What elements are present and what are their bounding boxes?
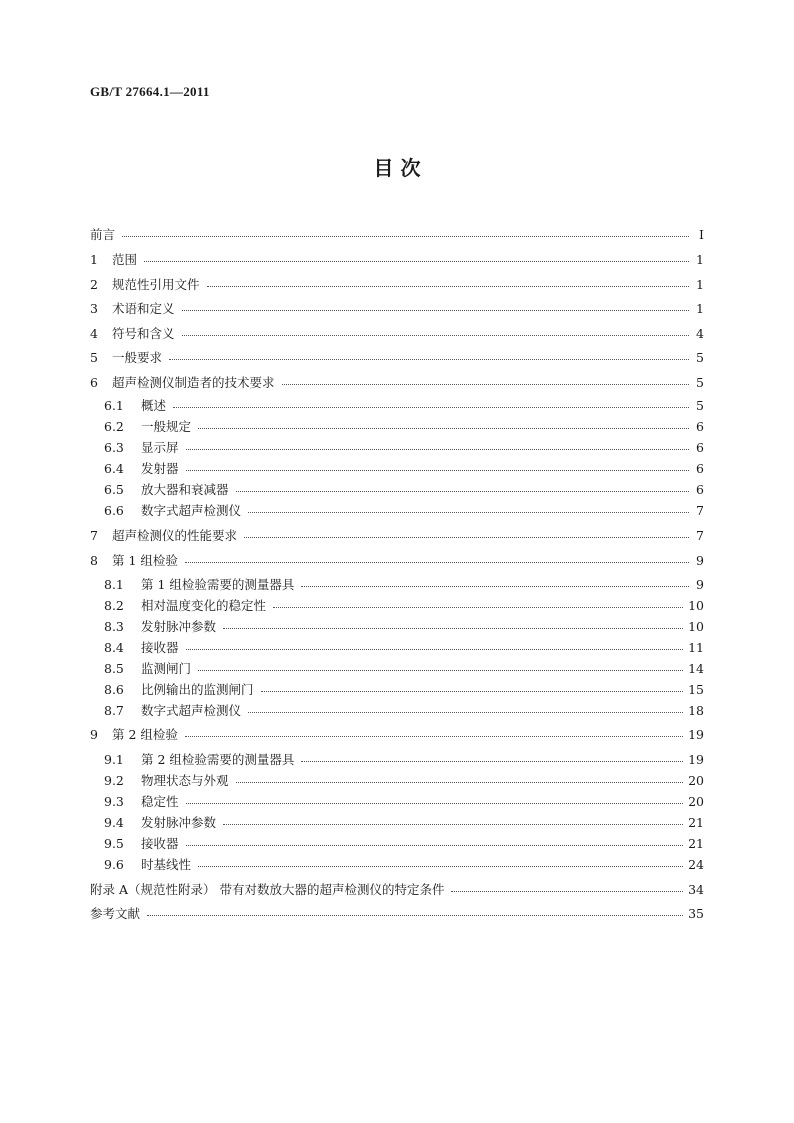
toc-entry-number: 4 [90,326,98,341]
toc-entry-number: 8.7 [104,703,124,718]
toc-entry-label: 显示屏 [141,440,179,455]
toc-entry[interactable] [90,551,704,571]
toc-entry[interactable] [90,526,704,546]
toc-entry[interactable] [90,904,704,924]
dot-leader [186,470,689,471]
dot-leader [301,586,689,587]
toc-entry[interactable] [90,225,704,245]
toc-entry[interactable] [104,750,704,770]
toc-entry-page: 35 [688,906,704,921]
toc-entry-number: 5 [90,350,98,365]
toc-entry-label: 相对温度变化的稳定性 [141,598,267,613]
toc-entry-page: 7 [696,503,704,518]
toc-entry[interactable] [90,348,704,368]
toc-entry-label: 第 1 组检验需要的测量器具 [141,577,295,592]
dot-leader [223,824,683,825]
dot-leader [198,866,683,867]
dot-leader [186,449,689,450]
toc-entry-page: 21 [688,836,704,851]
toc-entry-page: 6 [696,482,704,497]
dot-leader [182,310,689,311]
toc-entry-number: 9.1 [104,752,124,767]
toc-entry-page: 5 [696,350,704,365]
toc-entry-page: 14 [688,661,704,676]
dot-leader [248,712,683,713]
toc-entry-label: 参考文献 [90,906,141,921]
toc-entry-label: 前言 [90,227,116,242]
toc-entry[interactable] [104,792,704,812]
toc-entry-page: 1 [696,252,704,267]
toc-entry[interactable] [90,373,704,393]
toc-entry-number: 9 [90,727,98,742]
toc-entry-number: 6.2 [104,419,124,434]
toc-entry-number: 6 [90,375,98,390]
toc-entry-number: 8.1 [104,577,124,592]
toc-entry-page: 19 [688,752,704,767]
dot-leader [185,736,683,737]
toc-entry-page: 34 [688,882,704,897]
dot-leader [122,236,689,237]
toc-entry-label: 稳定性 [141,794,179,809]
toc-entry[interactable] [104,459,704,479]
toc-entry[interactable] [104,575,704,595]
toc-entry[interactable] [104,771,704,791]
toc-entry-number: 8.3 [104,619,124,634]
toc-entry-page: 6 [696,440,704,455]
toc-entry-label: 接收器 [141,836,179,851]
toc-entry-page: 4 [696,326,704,341]
toc-entry-number: 6.6 [104,503,124,518]
toc-entry-label: 数字式超声检测仪 [141,503,242,518]
toc-entry[interactable] [104,480,704,500]
toc-entry-page: 20 [688,773,704,788]
toc-entry-label: 物理状态与外观 [141,773,229,788]
toc-entry-number: 6.3 [104,440,124,455]
toc-entry-number: 6.5 [104,482,124,497]
dot-leader [186,803,684,804]
toc-entry-number: 6.1 [104,398,124,413]
toc-entry[interactable] [104,659,704,679]
toc-entry-page: 5 [696,375,704,390]
toc-entry-number: 8.5 [104,661,124,676]
toc-entry-number: 9.5 [104,836,124,851]
toc-entry-label: 超声检测仪的性能要求 [112,528,238,543]
toc-entry-label: 术语和定义 [112,301,175,316]
toc-entry-page: 24 [688,857,704,872]
toc-entry-page: 15 [688,682,704,697]
dot-leader [186,845,684,846]
toc-entry-label: 第 2 组检验需要的测量器具 [141,752,295,767]
toc-entry-page: 20 [688,794,704,809]
toc-entry-number: 8.6 [104,682,124,697]
toc-entry-page: 1 [696,301,704,316]
dot-leader [244,537,689,538]
toc-entry-label: 第 2 组检验 [112,727,178,742]
dot-leader [182,335,689,336]
toc-entry-page: 9 [696,553,704,568]
toc-entry-label: 符号和含义 [112,326,175,341]
toc-entry-page: 7 [696,528,704,543]
toc-entry[interactable] [104,855,704,875]
toc-entry-label: 规范性引用文件 [112,277,200,292]
toc-entry[interactable] [104,617,704,637]
toc-entry-label: 超声检测仪制造者的技术要求 [112,375,275,390]
toc-entry-label: 接收器 [141,640,179,655]
toc-entry[interactable] [104,701,704,721]
dot-leader [282,384,689,385]
dot-leader [207,286,689,287]
dot-leader [273,607,683,608]
toc-entry-label: 范围 [112,252,138,267]
toc-entry-number: 9.6 [104,857,124,872]
dot-leader [186,649,684,650]
dot-leader [451,891,683,892]
dot-leader [261,691,684,692]
toc-entry-page: 6 [696,461,704,476]
toc-entry[interactable] [104,834,704,854]
toc-entry-page: 9 [696,577,704,592]
toc-entry-number: 6.4 [104,461,124,476]
toc-entry[interactable] [90,880,704,900]
toc-entry-label: 一般要求 [112,350,163,365]
toc-entry-number: 9.2 [104,773,124,788]
toc-entry[interactable] [104,396,704,416]
toc-entry[interactable] [90,725,704,745]
standard-code: GB/T 27664.1—2011 [90,84,210,99]
toc-entry-label: 一般规定 [141,419,192,434]
dot-leader [301,761,683,762]
toc-entry-page: 10 [688,598,704,613]
toc-entry[interactable] [104,813,704,833]
toc-entry-label: 时基线性 [141,857,192,872]
dot-leader [236,491,689,492]
toc-entry-number: 9.4 [104,815,124,830]
toc-entry[interactable] [90,275,704,295]
dot-leader [198,670,683,671]
toc-entry[interactable] [90,299,704,319]
toc-entry-number: 7 [90,528,98,543]
toc-entry[interactable] [104,438,704,458]
dot-leader [248,512,689,513]
page-title: 目 次 [373,156,421,180]
toc-entry-label: 数字式超声检测仪 [141,703,242,718]
toc-entry-page: 1 [696,277,704,292]
toc-entry-page: 5 [696,398,704,413]
toc-entry-page: 10 [688,619,704,634]
toc-entry-number: 9.3 [104,794,124,809]
toc-entry[interactable] [104,638,704,658]
toc-entry-page: 19 [688,727,704,742]
toc-entry-label: 放大器和衰减器 [141,482,229,497]
dot-leader [173,407,689,408]
toc-entry-number: 8 [90,553,98,568]
dot-leader [236,782,684,783]
toc-entry-page: 21 [688,815,704,830]
toc-entry[interactable] [90,250,704,270]
toc-entry-label: 监测闸门 [141,661,192,676]
toc-entry-page: 6 [696,419,704,434]
toc-entry-label: 发射脉冲参数 [141,815,217,830]
dot-leader [169,359,689,360]
toc-entry[interactable] [104,417,704,437]
toc-entry-number: 1 [90,252,98,267]
dot-leader [147,915,683,916]
toc-entry-label: 第 1 组检验 [112,553,178,568]
toc-entry-number: 2 [90,277,98,292]
toc-entry[interactable] [90,324,704,344]
dot-leader [185,562,689,563]
toc-entry-number: 8.4 [104,640,124,655]
toc-entry-number: 8.2 [104,598,124,613]
toc-entry-number: 3 [90,301,98,316]
toc-entry[interactable] [104,680,704,700]
toc-entry-label: 发射器 [141,461,179,476]
dot-leader [198,428,689,429]
toc-entry-label: 附录 A（规范性附录） 带有对数放大器的超声检测仪的特定条件 [90,882,445,897]
toc-entry[interactable] [104,501,704,521]
dot-leader [223,628,683,629]
toc-entry-page: Ⅰ [699,227,704,242]
dot-leader [144,261,689,262]
toc-entry-page: 18 [688,703,704,718]
toc-entry-label: 发射脉冲参数 [141,619,217,634]
toc-entry-label: 比例输出的监测闸门 [141,682,254,697]
toc-entry[interactable] [104,596,704,616]
toc-entry-label: 概述 [141,398,167,413]
toc-entry-page: 11 [688,640,704,655]
